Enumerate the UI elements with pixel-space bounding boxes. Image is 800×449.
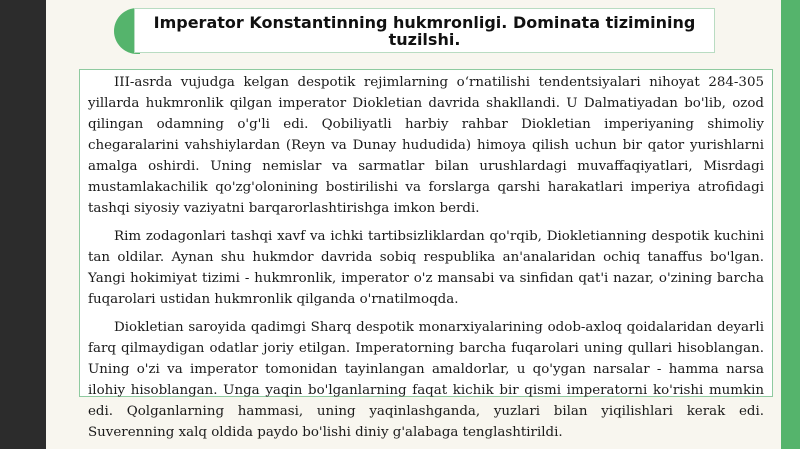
paragraph-1: III-asrda vujudga kelgan despotik rejimlarning o‘rnatilishi tendentsiyalari nihoyat 284-305 yillarda hukmronlik qilgan imperator Diokletian davrida shakllandi. U Dalmatiyadan bo'lib, ozod qilingan odamning o'g'li edi. Qobiliyatli harbiy rahbar Diokletian imperiyaning shimoliy chegaralarini vahshiylardan (Reyn va Dunay hududida) himoya qilish uchun bir qator yurishlarni amalga oshirdi. Uning nemislar va sarmatlar bilan urushlardagi muvaffaqiyatlari, Misrdagi mustamlakachilik qo'zg'olonining bostirilishi va forslarga qarshi harakatlari imperiya atrofidagi tashqi siyosiy vaziyatni barqarorlashtirishga imkon berdi. (88, 75, 764, 216)
content-box (79, 69, 773, 440)
left-decorative-bar (0, 0, 46, 449)
slide-title: Imperator Konstantinning hukmronligi. Dominata tizimining tuzilshi. (153, 12, 696, 49)
paragraph-3: Diokletian saroyida qadimgi Sharq despotik monarxiyalarining odob-axloq qoidalaridan deyarli farq qilmaydigan odatlar joriy etilgan. Imperatorning barcha fuqarolari uning qullari hisoblangan. Uning o'zi va imperator tomonidan tayinlangan amaldorlar, u qo'ygan narsalar - hamma narsa ilohiy hisoblangan. Unga yaqin bo'lganlarning faqat kichik bir qismi imperatorni ko'rishi mumkin edi. Qolganlarning hammasi, uning yaqinlashganda, yuzlari bilan yiqilishlari kerak edi. Suverenning xalq oldida paydo bo'lishi diniy g'alabaga tenglashtirildi. (88, 320, 764, 440)
title-box (134, 8, 715, 53)
right-decorative-bar (781, 0, 800, 449)
paragraph-2: Rim zodagonlari tashqi xavf va ichki tartibsizliklardan qo'rqib, Diokletianning despotik kuchini tan oldilar. Aynan shu hukmdor davrida sobiq respublika an'analaridan ochiq tanaffus bo'lgan. Yangi hokimiyat tizimi - hukmronlik, imperator o'z mansabi va sinfidan qat'i nazar, o'zining barcha fuqarolari ustidan hukmronlik qilganda o'rnatilmoqda. (88, 229, 764, 307)
